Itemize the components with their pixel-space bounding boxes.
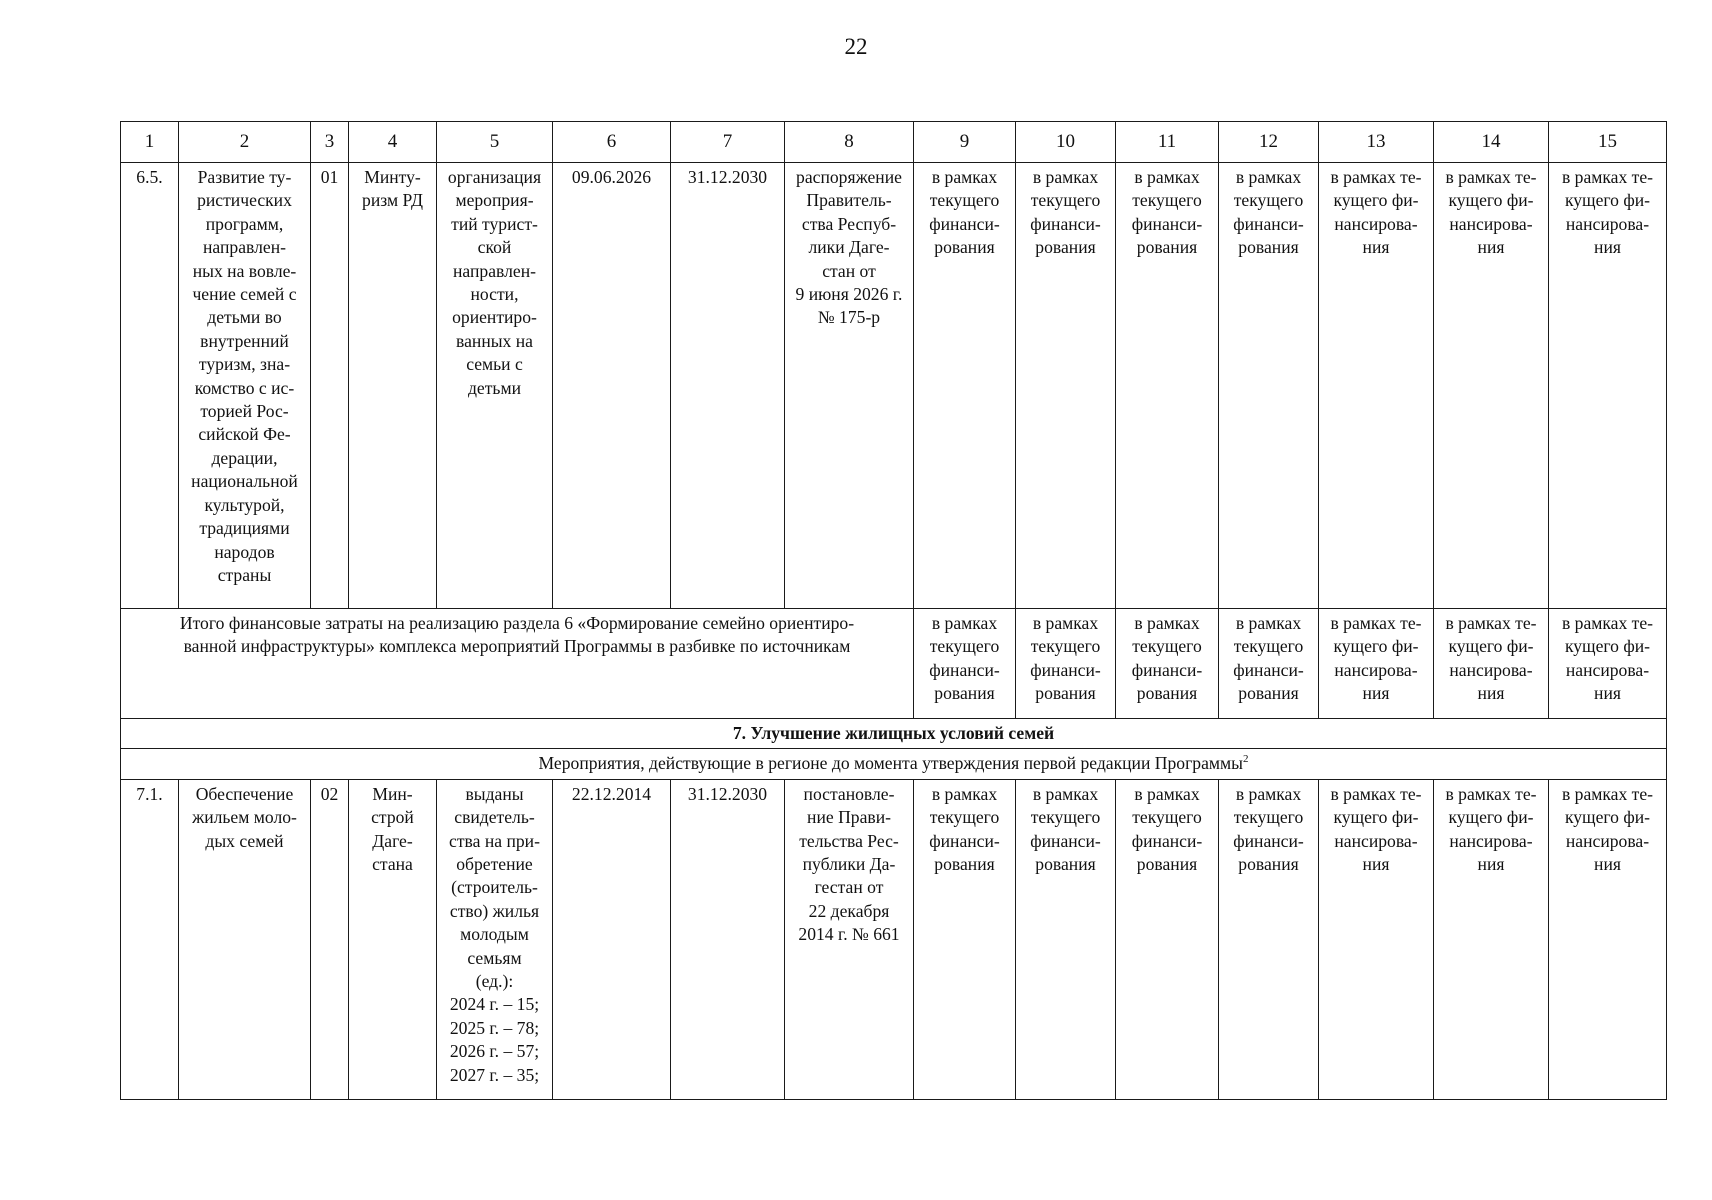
financing-cell: в рамках текущего финанси- рования [1116, 163, 1219, 609]
financing-cell: в рамках текущего финанси- рования [914, 609, 1016, 719]
subsection-title-text: Мероприятия, действующие в регионе до момента утверждения первой редакции Программы [538, 753, 1243, 774]
financing-cell: в рамках текущего финанси- рования [1219, 609, 1319, 719]
activity-name: Развитие ту- ристических программ, направлен- ных на вовле- чение семей с детьми во внутренний туризм, зна- комство с ис- торией Рос- сийской Фе- дерации, национальной культурой, традициями народов страны [179, 163, 311, 609]
column-number: 8 [785, 122, 914, 163]
activities-table [120, 121, 1667, 1100]
financing-cell: в рамках текущего финанси- рования [1016, 609, 1116, 719]
column-number: 3 [311, 122, 349, 163]
subsection-heading-row [121, 749, 1667, 779]
column-numbers-row [121, 122, 1667, 163]
column-number: 7 [671, 122, 785, 163]
activity-number: 6.5. [121, 163, 179, 609]
table-row-7-1 [121, 779, 1667, 1099]
column-number: 13 [1319, 122, 1434, 163]
page-number: 22 [844, 34, 868, 59]
column-number: 4 [349, 122, 437, 163]
activity-result: выданы свидетель- ства на при- обретение (строитель- ство) жилья молодым семьям (ед.): 2024 г. – 15; 2025 г. – 78; 2026 г. – 57; 2027 г. – 35; [437, 779, 553, 1099]
activity-legal-basis: постановле- ние Прави- тельства Рес- публики Да- гестан от 22 декабря 2014 г. № 661 [785, 779, 914, 1099]
column-number: 12 [1219, 122, 1319, 163]
activity-number: 7.1. [121, 779, 179, 1099]
total-label: Итого финансовые затраты на реализацию раздела 6 «Формирование семейно ориентиро- ванной инфраструктуры» комплекса мероприятий Программы в разбивке по источникам [121, 609, 914, 719]
activity-name: Обеспечение жильем моло- дых семей [179, 779, 311, 1099]
column-number: 5 [437, 122, 553, 163]
section-heading-row [121, 719, 1667, 749]
activity-legal-basis: распоряжение Правитель- ства Респуб- лики Даге- стан от 9 июня 2026 г. № 175-р [785, 163, 914, 609]
financing-cell: в рамках те- кущего фи- нансирова- ния [1434, 779, 1549, 1099]
financing-cell: в рамках текущего финанси- рования [914, 163, 1016, 609]
financing-cell: в рамках текущего финанси- рования [1219, 163, 1319, 609]
financing-cell: в рамках текущего финанси- рования [1016, 163, 1116, 609]
activity-result: организация мероприя- тий турист- ской направлен- ности, ориентиро- ванных на семьи с детьми [437, 163, 553, 609]
financing-cell: в рамках те- кущего фи- нансирова- ния [1549, 163, 1667, 609]
activity-executor: Мин- строй Даге- стана [349, 779, 437, 1099]
column-number: 14 [1434, 122, 1549, 163]
total-row-section-6 [121, 609, 1667, 719]
financing-cell: в рамках текущего финанси- рования [1116, 609, 1219, 719]
financing-cell: в рамках те- кущего фи- нансирова- ния [1319, 779, 1434, 1099]
activity-start-date: 09.06.2026 [553, 163, 671, 609]
financing-cell: в рамках те- кущего фи- нансирова- ния [1434, 163, 1549, 609]
activity-code: 02 [311, 779, 349, 1099]
financing-cell: в рамках текущего финанси- рования [1219, 779, 1319, 1099]
section-title: 7. Улучшение жилищных условий семей [121, 719, 1667, 749]
financing-cell: в рамках те- кущего фи- нансирова- ния [1549, 609, 1667, 719]
column-number: 2 [179, 122, 311, 163]
column-number: 9 [914, 122, 1016, 163]
activity-executor: Минту- ризм РД [349, 163, 437, 609]
column-number: 15 [1549, 122, 1667, 163]
financing-cell: в рамках текущего финанси- рования [1016, 779, 1116, 1099]
financing-cell: в рамках те- кущего фи- нансирова- ния [1319, 163, 1434, 609]
financing-cell: в рамках текущего финанси- рования [914, 779, 1016, 1099]
column-number: 6 [553, 122, 671, 163]
financing-cell: в рамках те- кущего фи- нансирова- ния [1319, 609, 1434, 719]
activity-end-date: 31.12.2030 [671, 779, 785, 1099]
column-number: 11 [1116, 122, 1219, 163]
activity-end-date: 31.12.2030 [671, 163, 785, 609]
footnote-marker: 2 [1242, 753, 1249, 766]
column-number: 10 [1016, 122, 1116, 163]
financing-cell: в рамках те- кущего фи- нансирова- ния [1434, 609, 1549, 719]
activity-start-date: 22.12.2014 [553, 779, 671, 1099]
financing-cell: в рамках текущего финанси- рования [1116, 779, 1219, 1099]
column-number: 1 [121, 122, 179, 163]
activity-code: 01 [311, 163, 349, 609]
subsection-title [121, 749, 1667, 779]
table-row-6-5 [121, 163, 1667, 609]
financing-cell: в рамках те- кущего фи- нансирова- ния [1549, 779, 1667, 1099]
